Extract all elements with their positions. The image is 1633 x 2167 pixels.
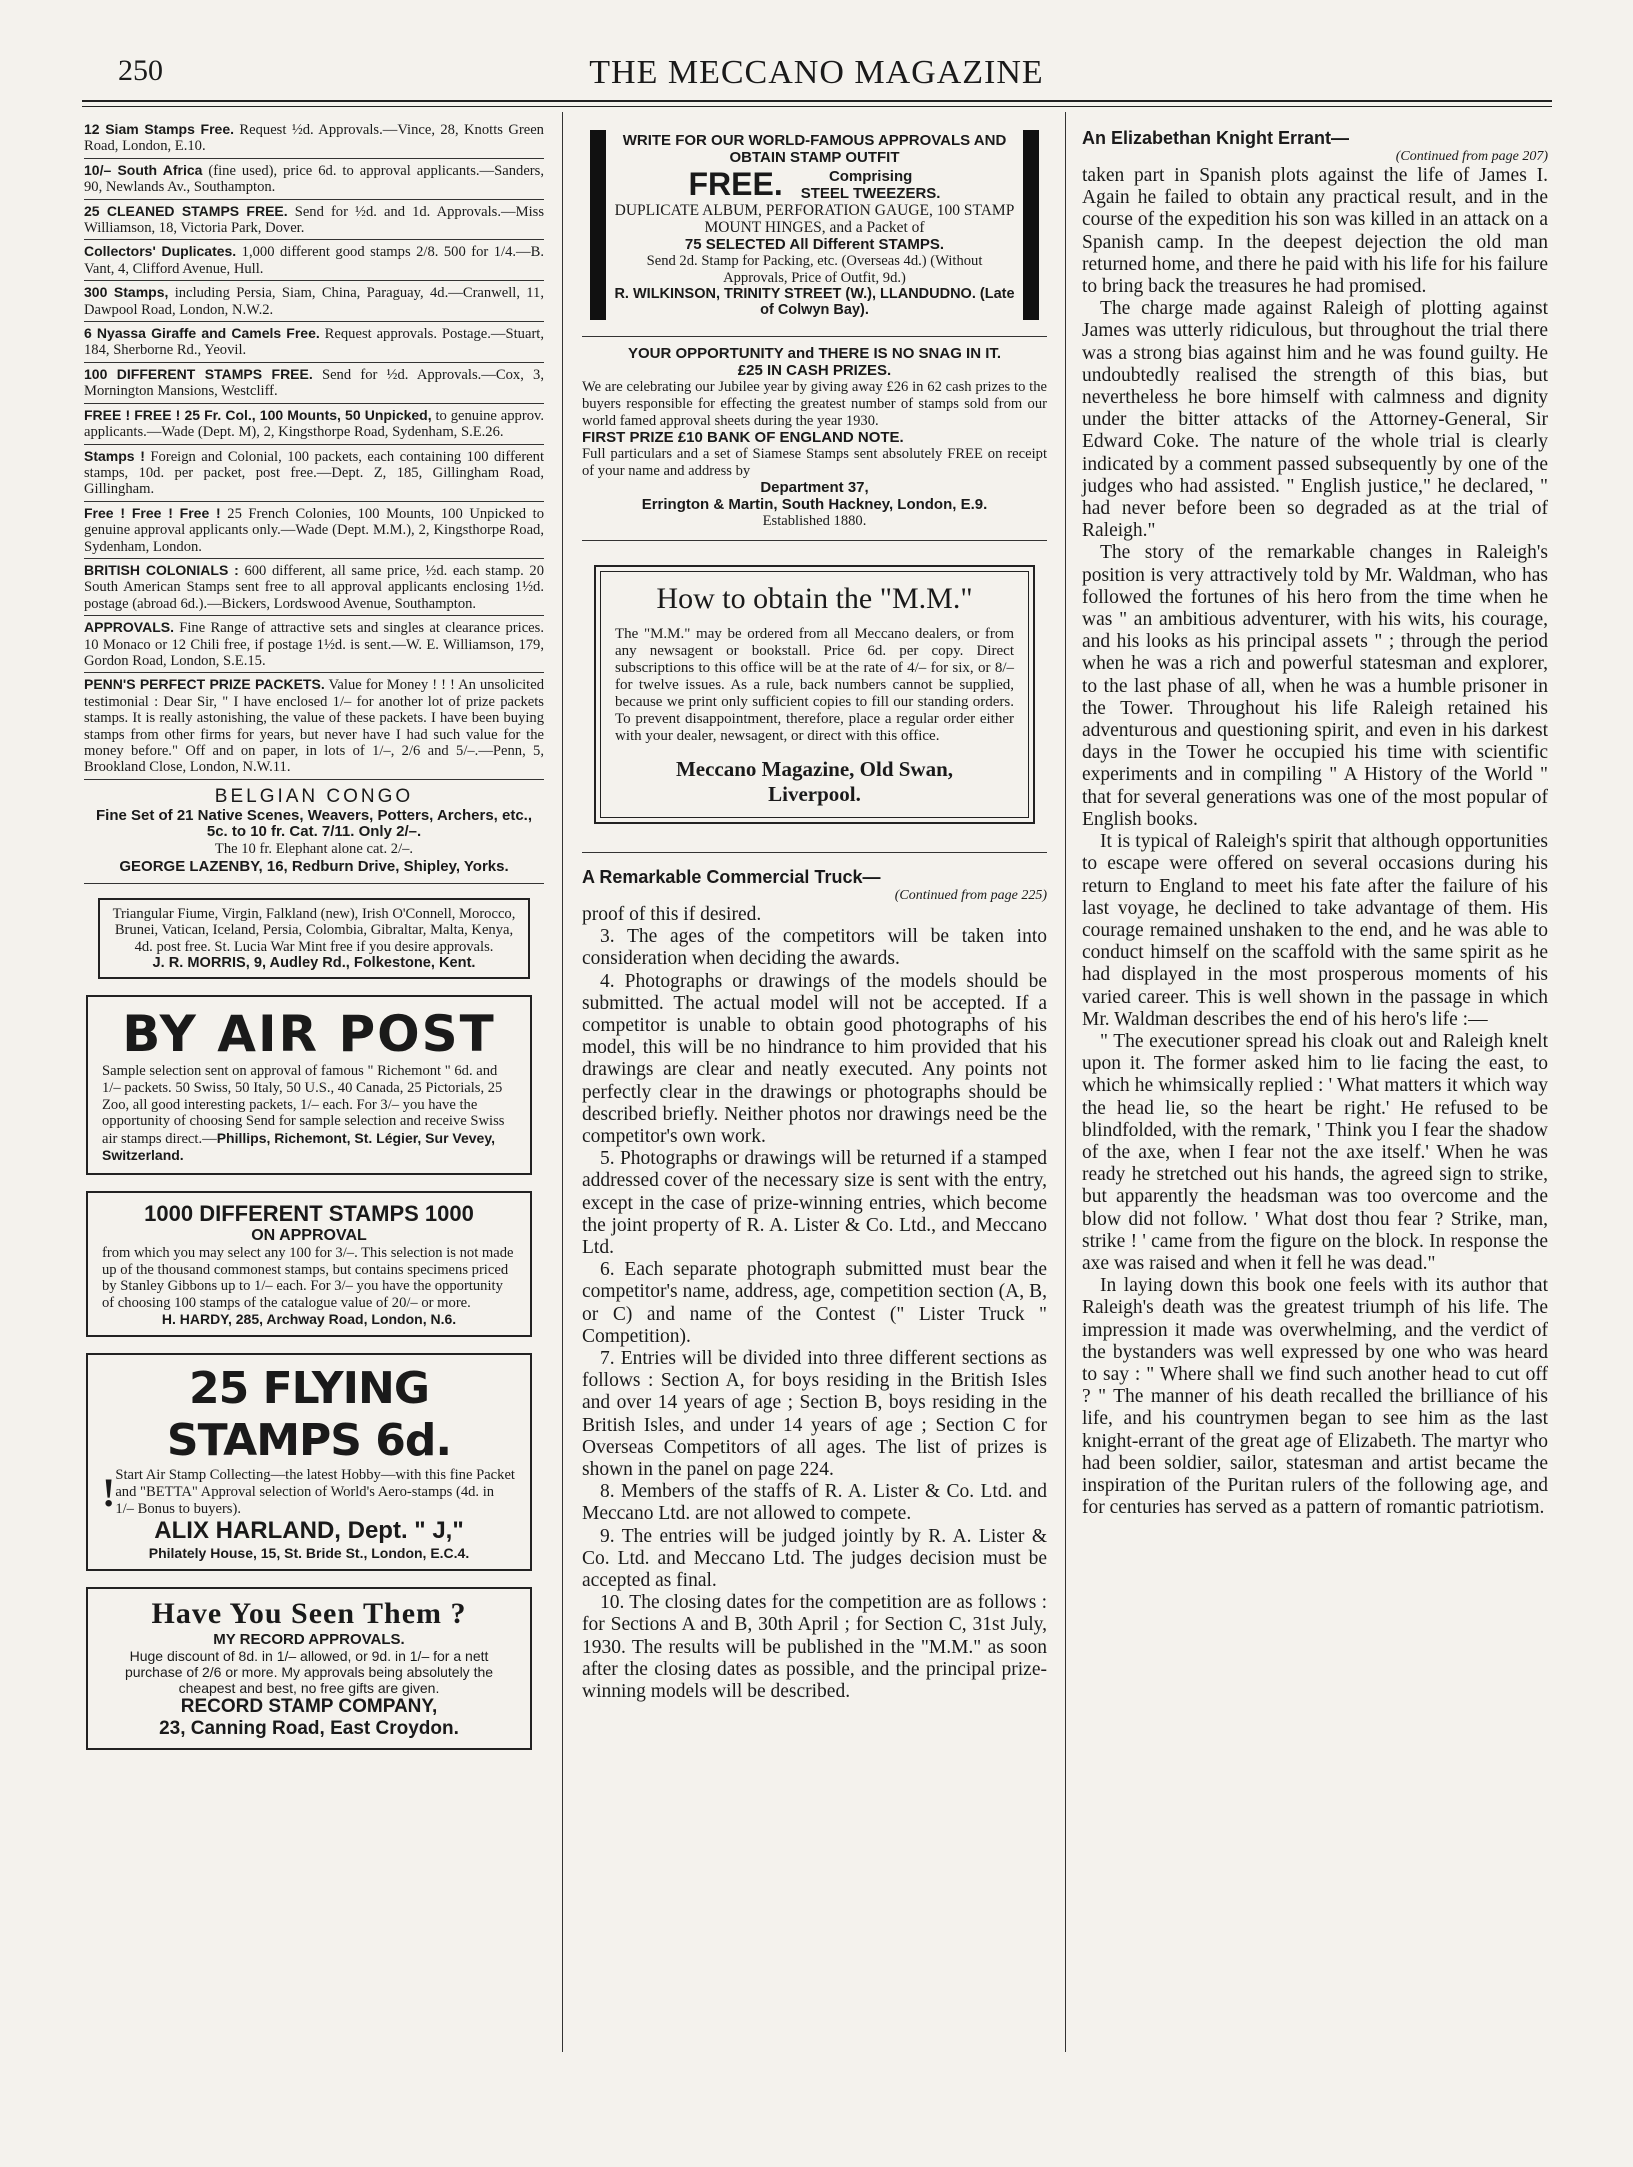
air-post-ad: [86, 995, 532, 1175]
triangular-text: Triangular Fiume, Virgin, Falkland (new), Irish O'Connell, Morocco, Brunei, Vatican, Iceland, Persia, Colombia, Gibraltar, Malta, Kenya, 4d. post free. St. Lucia War Mint free if you desire approvals.: [112, 905, 516, 955]
belgian-congo-title: BELGIAN CONGO: [214, 785, 414, 807]
truck-heading: A Remarkable Commercial Truck—: [582, 866, 881, 887]
thousand-stamps-ad: [86, 1191, 532, 1337]
small-ad: [84, 240, 544, 281]
world-famous-line1: WRITE FOR OUR WORLD-FAMOUS APPROVALS AND OBTAIN STAMP OUTFIT: [622, 132, 1007, 166]
thousand-title: 1000 DIFFERENT STAMPS 1000: [144, 1200, 474, 1226]
raleigh-continued: (Continued from page 207): [1395, 149, 1548, 164]
have-you-seen-ad: [86, 1587, 532, 1750]
article-paragraph: 7. Entries will be divided into three different sections as follows : Section A, for boys residing in the British Isles and over 14 years of age ; Section B, boys residing in the British Isles, and under 14 years of age ; Section C for Overseas Competitors of all ages. The list of prizes is shown in the panel on page 224.: [582, 1348, 1047, 1481]
small-ad: [84, 559, 544, 616]
triangular-address: J. R. MORRIS, 9, Audley Rd., Folkestone, Kent.: [152, 955, 476, 972]
air-post-title: BY AIR POST: [122, 1005, 496, 1064]
how-to-obtain-title: How to obtain the "M.M.": [656, 581, 973, 615]
world-famous-free: FREE.: [688, 166, 783, 202]
opportunity-address: Errington & Martin, South Hackney, London, E.9.: [641, 496, 988, 514]
article-paragraph: It is typical of Raleigh's spirit that although opportunities to escape were offered on several occasions during his return to England to meet his fate after the failure of his last voyage, he declined to take advantage of them. His courage remained unshaken to the end, and he was able to conduct himself on the scaffold with the same spirit as he had displayed in the most prosperous moments of his varied career. This is well shown in the passage in which Mr. Waldman describes the end of his hero's life :—: [1082, 831, 1548, 1030]
triangular-ad: [98, 898, 530, 980]
world-famous-line4: Send 2d. Stamp for Packing, etc. (Overseas 4d.) (Without Approvals, Price of Outfit, 9d.): [646, 253, 983, 286]
small-ad-title: Stamps !: [84, 447, 145, 464]
article-paragraph: 4. Photographs or drawings of the models should be submitted. The actual model will not be accepted. If a competitor is unable to obtain good photographs of his model, this will be no hindrance to him provided that his drawings are clear and neatly executed. Any points not perfectly clear in the drawings or photographs should be described briefly. Neither photos nor drawings need be the competitor's own work.: [582, 970, 1047, 1147]
small-ads-column: [84, 118, 544, 1750]
middle-column: [582, 118, 1047, 1703]
small-ad: [84, 673, 544, 779]
article-paragraph: 6. Each separate photograph submitted must bear the competitor's name, address, age, competition section (A, B, or C) and name of the Contest (" Lister Truck " Competition).: [582, 1259, 1047, 1347]
small-ad: [84, 404, 544, 445]
small-ad-title: 10/– South Africa: [84, 161, 203, 178]
small-ad-title: 100 DIFFERENT STAMPS FREE.: [84, 365, 313, 382]
air-post-address: Phillips, Richemont, St. Légier, Sur Vevey, Switzerland.: [102, 1129, 495, 1164]
small-ad-text: Value for Money ! ! ! An unsolicited testimonial : Dear Sir, " I have enclosed 1/– for another lot of prize packets stamps. It is really astonishing, the value of these packets. I have been buying stamps from other firms for years, but never have I had such value for the money before." Off and on paper, in lots of 1/–, 2/6 and 5/–.—Penn, 5, Brookland Close, London, N.W.11.: [84, 677, 544, 776]
small-ad: [84, 159, 544, 200]
flying-stamps-ad: [86, 1353, 532, 1571]
small-ad: [84, 616, 544, 673]
flying-text: Start Air Stamp Collecting—the latest Hobby—with this fine Packet and "BETTA" Approval selection of World's Aero-stamps (4d. in 1/– Bonus to buyers).: [115, 1467, 515, 1517]
world-famous-ad: [590, 130, 1039, 320]
small-ad-title: 12 Siam Stamps Free.: [84, 121, 234, 137]
opportunity-ad: [582, 336, 1047, 541]
magazine-title: THE MECCANO MAGAZINE: [589, 54, 1044, 91]
world-famous-line2: DUPLICATE ALBUM, PERFORATION GAUGE, 100 STAMP MOUNT HINGES, and a Packet of: [614, 202, 1015, 236]
how-to-obtain-address2: Liverpool.: [768, 781, 861, 806]
have-you-title: Have You Seen Them ?: [151, 1597, 467, 1631]
small-ad-text: Request approvals. Postage.—Stuart, 184, Sherborne Rd., Yeovil.: [84, 326, 545, 359]
column-divider: [562, 112, 563, 2052]
small-ads-list: [84, 118, 544, 780]
page-number: 250: [118, 54, 163, 87]
belgian-congo-ad: [84, 780, 544, 884]
flying-address: Philately House, 15, St. Bride St., London, E.C.4.: [148, 1545, 470, 1562]
truck-continued: (Continued from page 225): [894, 887, 1047, 903]
opportunity-subtitle: £25 IN CASH PRIZES.: [737, 362, 892, 380]
world-famous-tweezers: STEEL TWEEZERS.: [800, 184, 941, 202]
how-to-obtain-address1: Meccano Magazine, Old Swan,: [675, 756, 954, 781]
have-you-subtitle: MY RECORD APPROVALS.: [213, 1631, 405, 1649]
world-famous-address: R. WILKINSON, TRINITY STREET (W.), LLANDUDNO. (Late of Colwyn Bay).: [614, 286, 1015, 319]
small-ad-title: Free ! Free ! Free !: [84, 504, 221, 521]
small-ad-title: PENN'S PERFECT PRIZE PACKETS.: [84, 676, 325, 693]
exclamation-icon: !: [102, 1469, 116, 1515]
small-ad: [84, 502, 544, 559]
have-you-text: Huge discount of 8d. in 1/– allowed, or 9d. in 1/– for a nett purchase of 2/6 or more. My approvals being absolutely the cheapest and best, no free gifts are given.: [124, 1648, 494, 1697]
article-paragraph: 3. The ages of the competitors will be taken into consideration when deciding the awards.: [582, 926, 1047, 970]
opportunity-title: YOUR OPPORTUNITY and THERE IS NO SNAG IN IT.: [627, 345, 1002, 363]
thousand-subtitle: ON APPROVAL: [251, 1226, 367, 1244]
thousand-text: from which you may select any 100 for 3/–. This selection is not made up of the thousand commonest stamps, but contains specimens priced by Stanley Gibbons up to 1/– each. For 3/– you have the opportunity of choosing 100 stamps of the catalogue value of 20/– or more.: [102, 1244, 514, 1311]
small-ad-text: (fine used), price 6d. to approval applicants.—Sanders, 90, Newlands Av., Southampton.: [84, 162, 544, 196]
right-column: [1082, 118, 1548, 1519]
opportunity-established: Established 1880.: [762, 513, 867, 530]
article-paragraph: 8. Members of the staffs of R. A. Lister & Co. Ltd. and Meccano Ltd. are not allowed to compete.: [582, 1481, 1047, 1525]
small-ad: [84, 445, 544, 502]
article-paragraph: " The executioner spread his cloak out and Raleigh knelt upon it. The former asked him to lie facing the east, to which he whimsically replied : ' What matters it which way the head lie, so the heart be right.' He refused to be blindfolded, with the remark, ' Think you I fear the shadow of the axe, when I fear not the axe itself.' When he was ready he stretched out his hands, the agreed sign to strike, but apparently the headsman was too overcome and the blow did not follow. ' What dost thou fear ? Strike, man, strike ! ' came from the figure on the block. In response the axe was raised and when it fell he was dead.": [1082, 1030, 1548, 1274]
air-post-text: Sample selection sent on approval of famous " Richemont " 6d. and 1/– packets. 50 Swiss, 50 Italy, 50 U.S., 40 Canada, 25 Pictorials, 25 Zoo, all good interesting packets, 1/– each. For 3/– you have the opportunity of choosing Send for sample selection and receive Swiss air stamps direct.—: [102, 1063, 505, 1147]
truck-article: [582, 852, 1047, 1703]
truck-body: [582, 904, 1047, 1703]
page-header: [0, 0, 1633, 100]
small-ad-title: 300 Stamps,: [84, 284, 169, 301]
thousand-address: H. HARDY, 285, Archway Road, London, N.6.: [161, 1311, 457, 1328]
opportunity-text: We are celebrating our Jubilee year by giving away £26 in 62 cash prizes to the buyers responsible for effecting the greatest number of stamps sold from our world famed approval sheets during the year 1930.: [582, 379, 1047, 429]
raleigh-article: [1082, 118, 1548, 1519]
article-paragraph: The story of the remarkable changes in Raleigh's position is very attractively told by Mr. Waldman, who has followed the fortunes of his hero from the time when he was " an ambitious adventurer, with his wits, his courage, and his looks as his principal assets " ; through the period when he was a rich and powerful statesman and explorer, to the last phase of all, when he was a humble prisoner in the Tower. Throughout his life Raleigh retained his adventurous and questioning spirit, and even in his darkest days in the Tower he occupied his time with scientific experiments and in compiling " A History of the World " that for several generations was one of the most popular of English books.: [1082, 542, 1548, 830]
small-ad: [84, 363, 544, 404]
article-paragraph: The charge made against Raleigh of plotting against James was utterly ridiculous, but throughout the trial there was a strong bias against him and he was found guilty. He undoubtedly realised the strength of this bias, but nevertheless he bore himself with calmness and dignity under the bitter attacks of the Attorney-General, Sir Edward Coke. The nature of the whole trial is clearly indicated by a comment passed subsequently by one of the judges who had assisted. " English justice," he declared, " had never before been so degraded as at the trial of Raleigh.": [1082, 298, 1548, 542]
belgian-congo-line2: The 10 fr. Elephant alone cat. 2/–.: [214, 841, 414, 857]
small-ad-text: Foreign and Colonial, 100 packets, each containing 100 different stamps, 10d. per packet, post free.—Dept. Z, 185, Gillingham Road, Gillingham.: [84, 448, 545, 498]
small-ad-text: 25 French Colonies, 100 Mounts, 100 Unpicked to genuine approval applicants only.—Wade (Dept. M.M.), 2, Kingsthorpe Road, Sydenham, London.: [84, 505, 544, 555]
small-ad-text: Send for ½d. Approvals.—Cox, 3, Mornington Mansions, Westcliff.: [84, 366, 545, 400]
flying-name: ALIX HARLAND, Dept. " J,": [154, 1517, 464, 1545]
article-paragraph: 9. The entries will be judged jointly by R. A. Lister & Co. Ltd. and Meccano Ltd. The judges decision must be accepted as final.: [582, 1525, 1047, 1592]
small-ad: [84, 281, 544, 322]
article-paragraph: proof of this if desired.: [582, 903, 762, 925]
small-ad-text: Fine Range of attractive sets and singles at clearance prices. 10 Monaco or 12 Chili free, if postage 1½d. is sent.—W. E. Williamson, 179, Gordon Road, London, S.E.15.: [84, 620, 544, 669]
have-you-name: RECORD STAMP COMPANY,: [180, 1696, 438, 1718]
opportunity-first-prize: FIRST PRIZE £10 BANK OF ENGLAND NOTE.: [582, 429, 904, 447]
small-ad: [84, 322, 544, 363]
small-ad-text: to genuine approv. applicants.—Wade (Dept. M), 2, Kingsthorpe Road, Sydenham, S.E.26.: [84, 407, 545, 441]
belgian-congo-line1: Fine Set of 21 Native Scenes, Weavers, Potters, Archers, etc., 5c. to 10 fr. Cat. 7/11. Only 2/–.: [95, 806, 533, 841]
article-paragraph: 5. Photographs or drawings will be returned if a stamped addressed cover of the necessary size is sent with the entry, except in the case of prize-winning entries, which become the joint property of R. A. Lister & Co. Ltd., and Meccano Ltd.: [582, 1148, 1047, 1258]
small-ad: [84, 118, 544, 159]
small-ad-title: 25 CLEANED STAMPS FREE.: [84, 202, 288, 219]
how-to-obtain-box: [594, 565, 1035, 824]
small-ad-text: Request ½d. Approvals.—Vince, 28, Knotts Green Road, London, E.10.: [84, 122, 544, 155]
small-ad-title: Collectors' Duplicates.: [84, 243, 237, 260]
opportunity-text2: Full particulars and a set of Siamese Stamps sent absolutely FREE on receipt of your name and address by: [582, 446, 1047, 479]
small-ad-text: including Persia, Siam, China, Paraguay, 4d.—Cranwell, 11, Dawpool Road, London, N.W.2.: [84, 285, 545, 318]
raleigh-heading: An Elizabethan Knight Errant—: [1082, 128, 1350, 148]
header-rule-thin: [82, 106, 1552, 107]
have-you-address: 23, Canning Road, East Croydon.: [159, 1718, 459, 1740]
opportunity-dept: Department 37,: [760, 479, 869, 497]
small-ad-title: FREE ! FREE ! 25 Fr. Col., 100 Mounts, 50 Unpicked,: [84, 406, 432, 423]
small-ad: [84, 200, 544, 241]
article-paragraph: 10. The closing dates for the competition are as follows : for Sections A and B, 30th April ; for Section C, 31st July, 1930. The results will be published in the "M.M." as soon after the closing dates as possible, and the principal prize-winning models will be described.: [582, 1592, 1047, 1703]
column-divider: [1065, 112, 1066, 2052]
belgian-congo-address: GEORGE LAZENBY, 16, Redburn Drive, Shipley, Yorks.: [119, 857, 509, 875]
header-rule: [82, 100, 1552, 102]
article-paragraph: taken part in Spanish plots against the life of James I. Again he failed to obtain any practical result, and in the course of the expedition his son was killed in an attack on a Spanish camp. In the deepest dejection the old man returned home, and there he paid with his life for his failure to bring back the treasures he had promised.: [1082, 165, 1548, 298]
flying-title: 25 FLYING STAMPS 6d.: [166, 1363, 452, 1467]
small-ad-title: BRITISH COLONIALS :: [84, 561, 239, 578]
small-ad-text: Send for ½d. and 1d. Approvals.—Miss Williamson, 18, Victoria Park, Dover.: [84, 203, 544, 237]
article-paragraph: In laying down this book one feels with its author that Raleigh's death was the greatest triumph of his life. The impression it made was overwhelming, and the verdict of the bystanders was well expressed by one who was heard to say : " Where shall we find such another head to cut off ? " The manner of his death recalled the brilliance of his life, and his countrymen began to see him as the last knight-errant of the great age of Elizabeth. The martyr who had been soldier, sailor, statesman and artist became the inspiration of the Puritan rulers of the following age, and for centuries has served as a pattern of romantic patriotism.: [1082, 1275, 1548, 1519]
world-famous-comprising: Comprising: [828, 167, 913, 185]
small-ad-text: 1,000 different good stamps 2/8. 500 for 1/4.—B. Vant, 4, Clifford Avenue, Hull.: [84, 244, 545, 277]
small-ad-text: 600 different, all same price, ½d. each stamp. 20 South American Stamps sent free to all approval applicants enclosing 1½d. postage (abroad 6d.).—Bickers, Lordswood Avenue, Southampton.: [84, 562, 544, 612]
world-famous-line3: 75 SELECTED All Different STAMPS.: [684, 236, 945, 254]
small-ad-title: 6 Nyassa Giraffe and Camels Free.: [84, 325, 320, 342]
how-to-obtain-text: The "M.M." may be ordered from all Meccano dealers, or from any newsagent or bookstall. Price 6d. per copy. Direct subscriptions to this office will be at the rate of 4/– for six, or 8/– for twelve issues. As a rule, back numbers cannot be supplied, because we print only sufficient copies to fill our standing orders. To prevent disappointment, therefore, place a regular order either with your dealer, newsagent, or direct with this office.: [615, 625, 1014, 744]
raleigh-body: [1082, 165, 1548, 1519]
small-ad-title: APPROVALS.: [84, 619, 174, 636]
